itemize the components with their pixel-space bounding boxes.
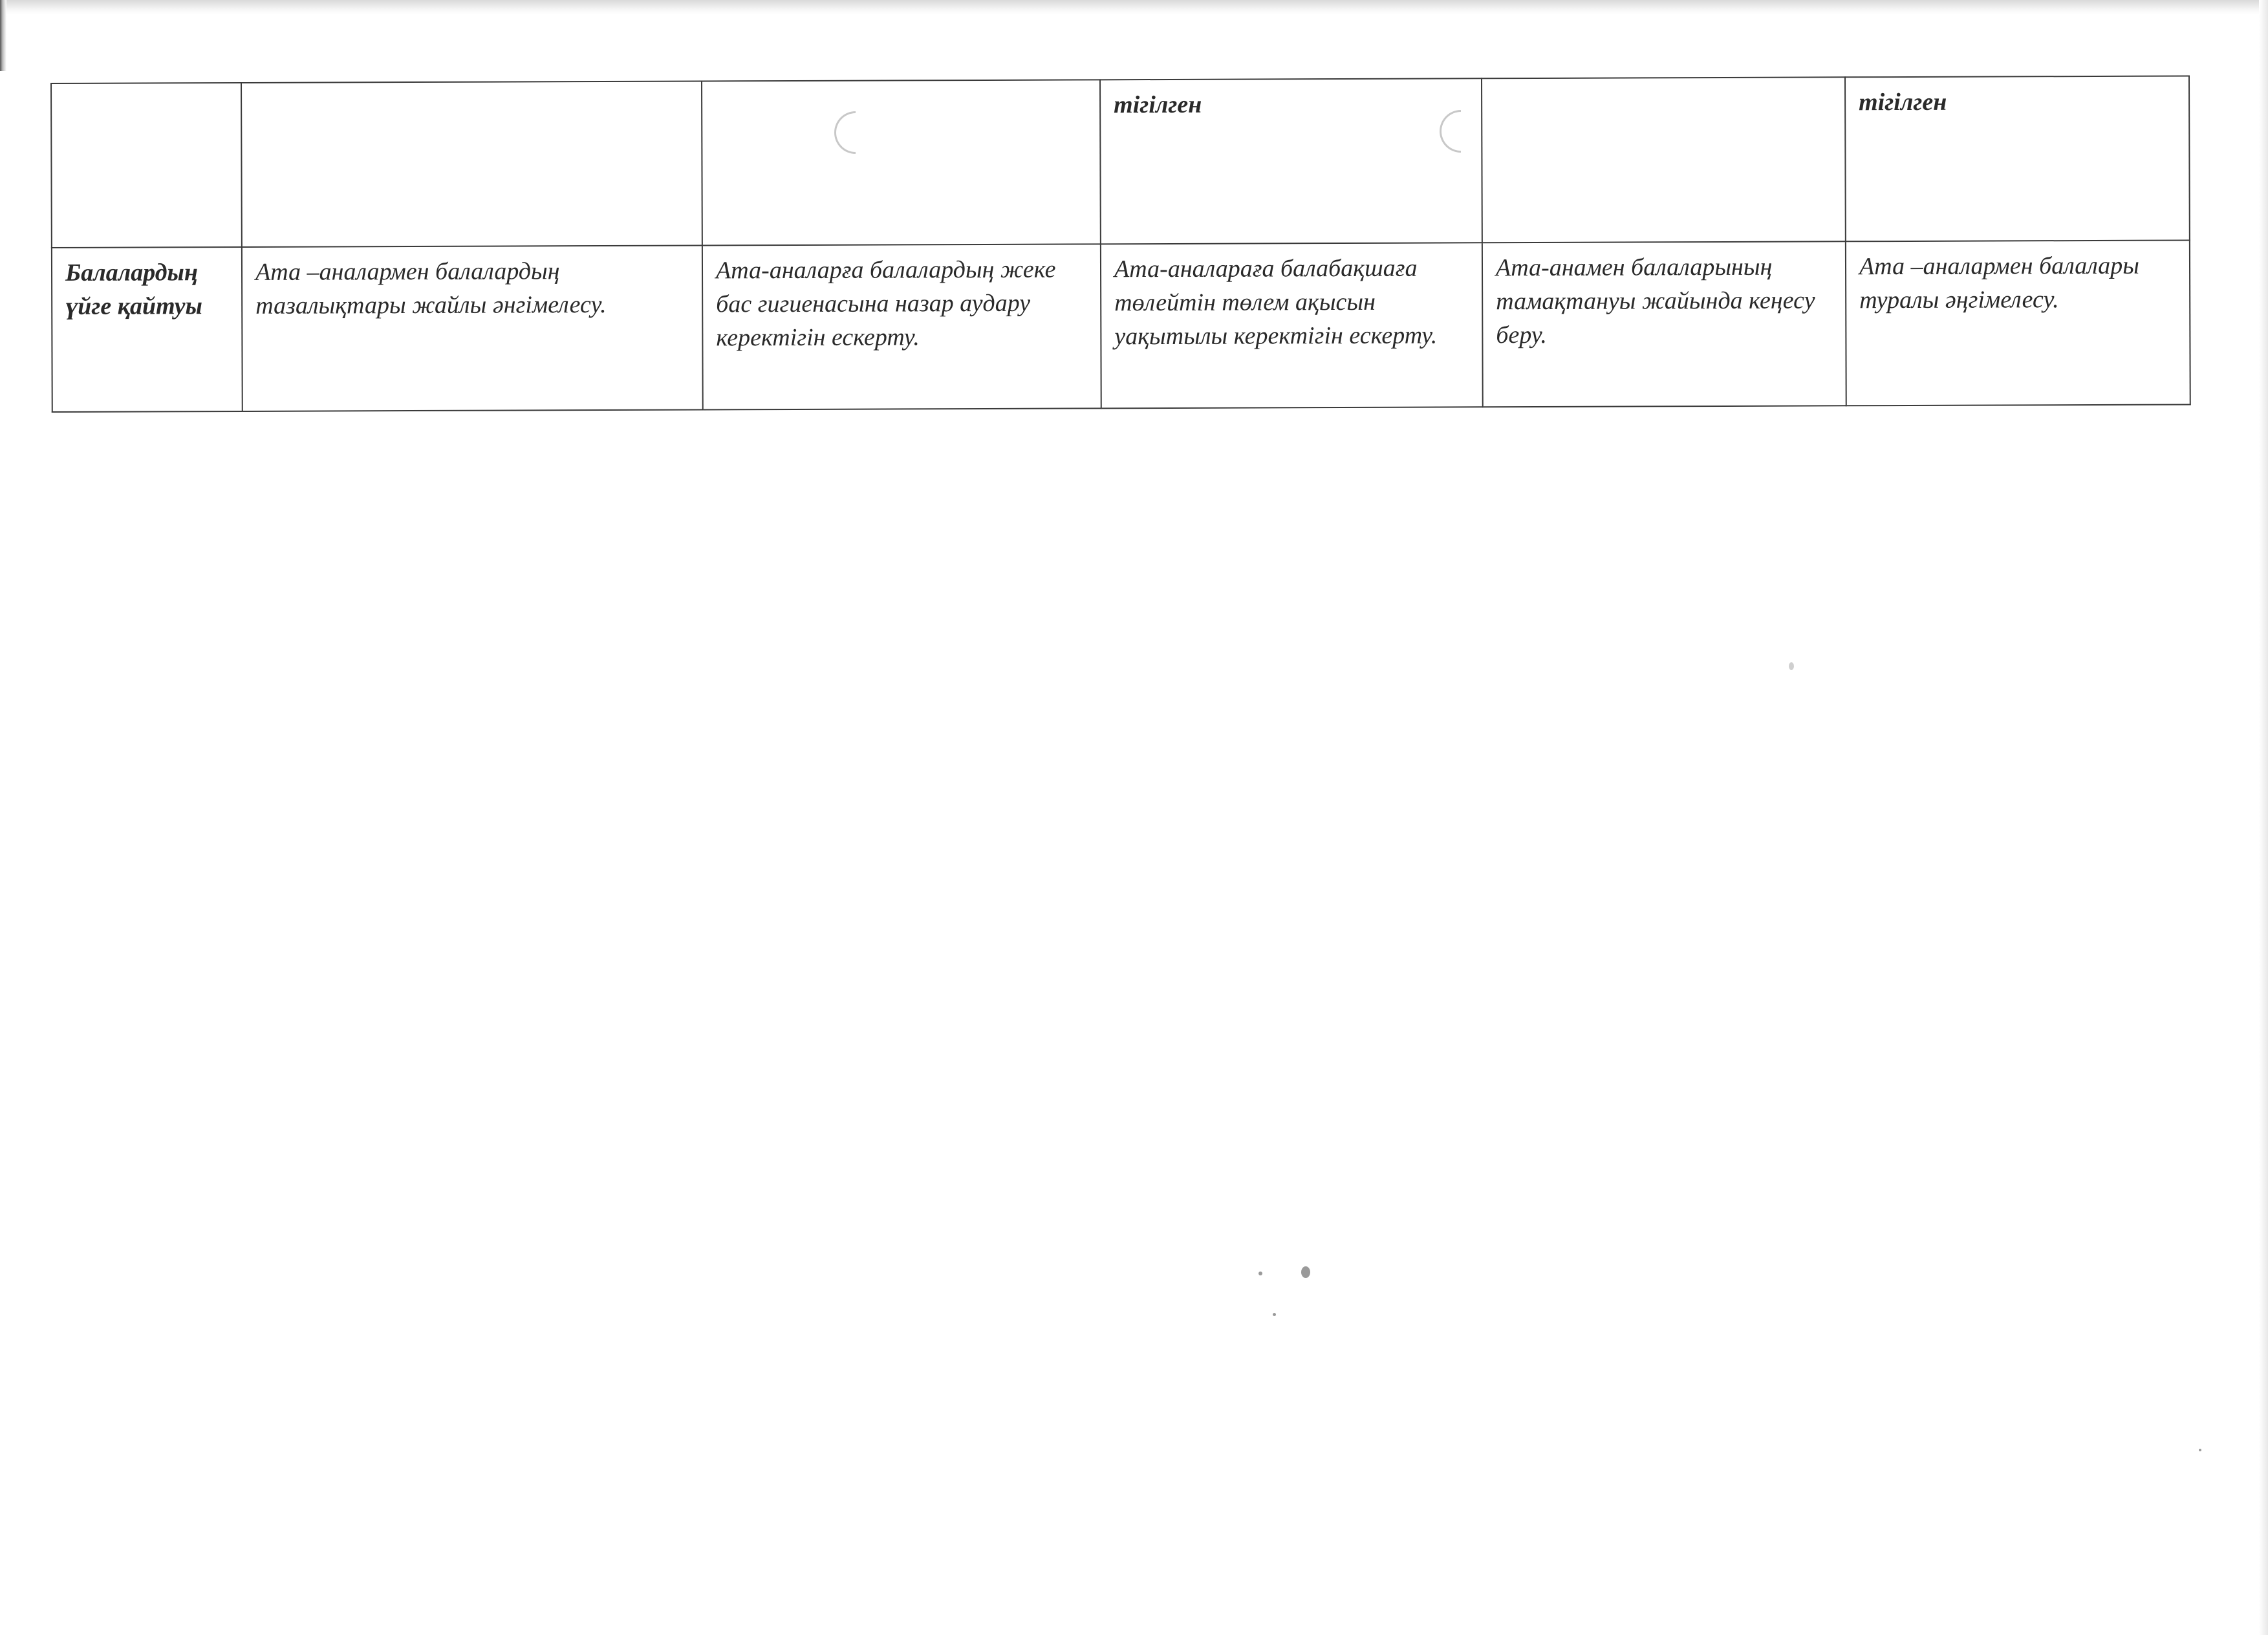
main-cell-3: Ата-аналарға балалардың жеке бас гигиенасына назар аудару керектігін ескерту.	[702, 244, 1101, 409]
main-cell-2: Ата –аналармен балалардың тазалықтары жайлы әнгімелесу.	[242, 245, 703, 411]
document-table-container	[50, 75, 2190, 402]
scan-speck	[1301, 1266, 1310, 1278]
table-row-top	[51, 76, 2190, 248]
top-cell-6: тігілген	[1845, 76, 2190, 241]
scan-edge-right	[2259, 0, 2268, 1635]
top-cell-1	[51, 83, 242, 248]
scan-edge-top	[0, 0, 2268, 14]
main-cell-5: Ата-анамен балаларының тамақтануы жайында кеңесу беру.	[1482, 241, 1846, 407]
scan-speck	[1789, 662, 1794, 670]
scan-speck	[2199, 1449, 2201, 1451]
top-cell-2	[241, 81, 702, 246]
table-row-main	[52, 240, 2190, 412]
scan-speck	[1273, 1313, 1276, 1316]
scan-speck	[1258, 1272, 1262, 1275]
plan-table	[50, 75, 2191, 413]
scan-edge-left	[0, 0, 6, 71]
main-cell-6: Ата –аналармен балалары туралы әңгімелесу.	[1846, 240, 2190, 406]
row-label-cell: Балалардың үйге қайтуы	[52, 247, 243, 412]
main-cell-4: Ата-аналараға балабақшаға төлейтін төлем ақысын уақытылы керектігін ескерту.	[1101, 243, 1483, 408]
top-cell-4: тігілген	[1100, 78, 1482, 244]
top-cell-3	[702, 80, 1101, 245]
top-cell-5	[1482, 77, 1846, 243]
